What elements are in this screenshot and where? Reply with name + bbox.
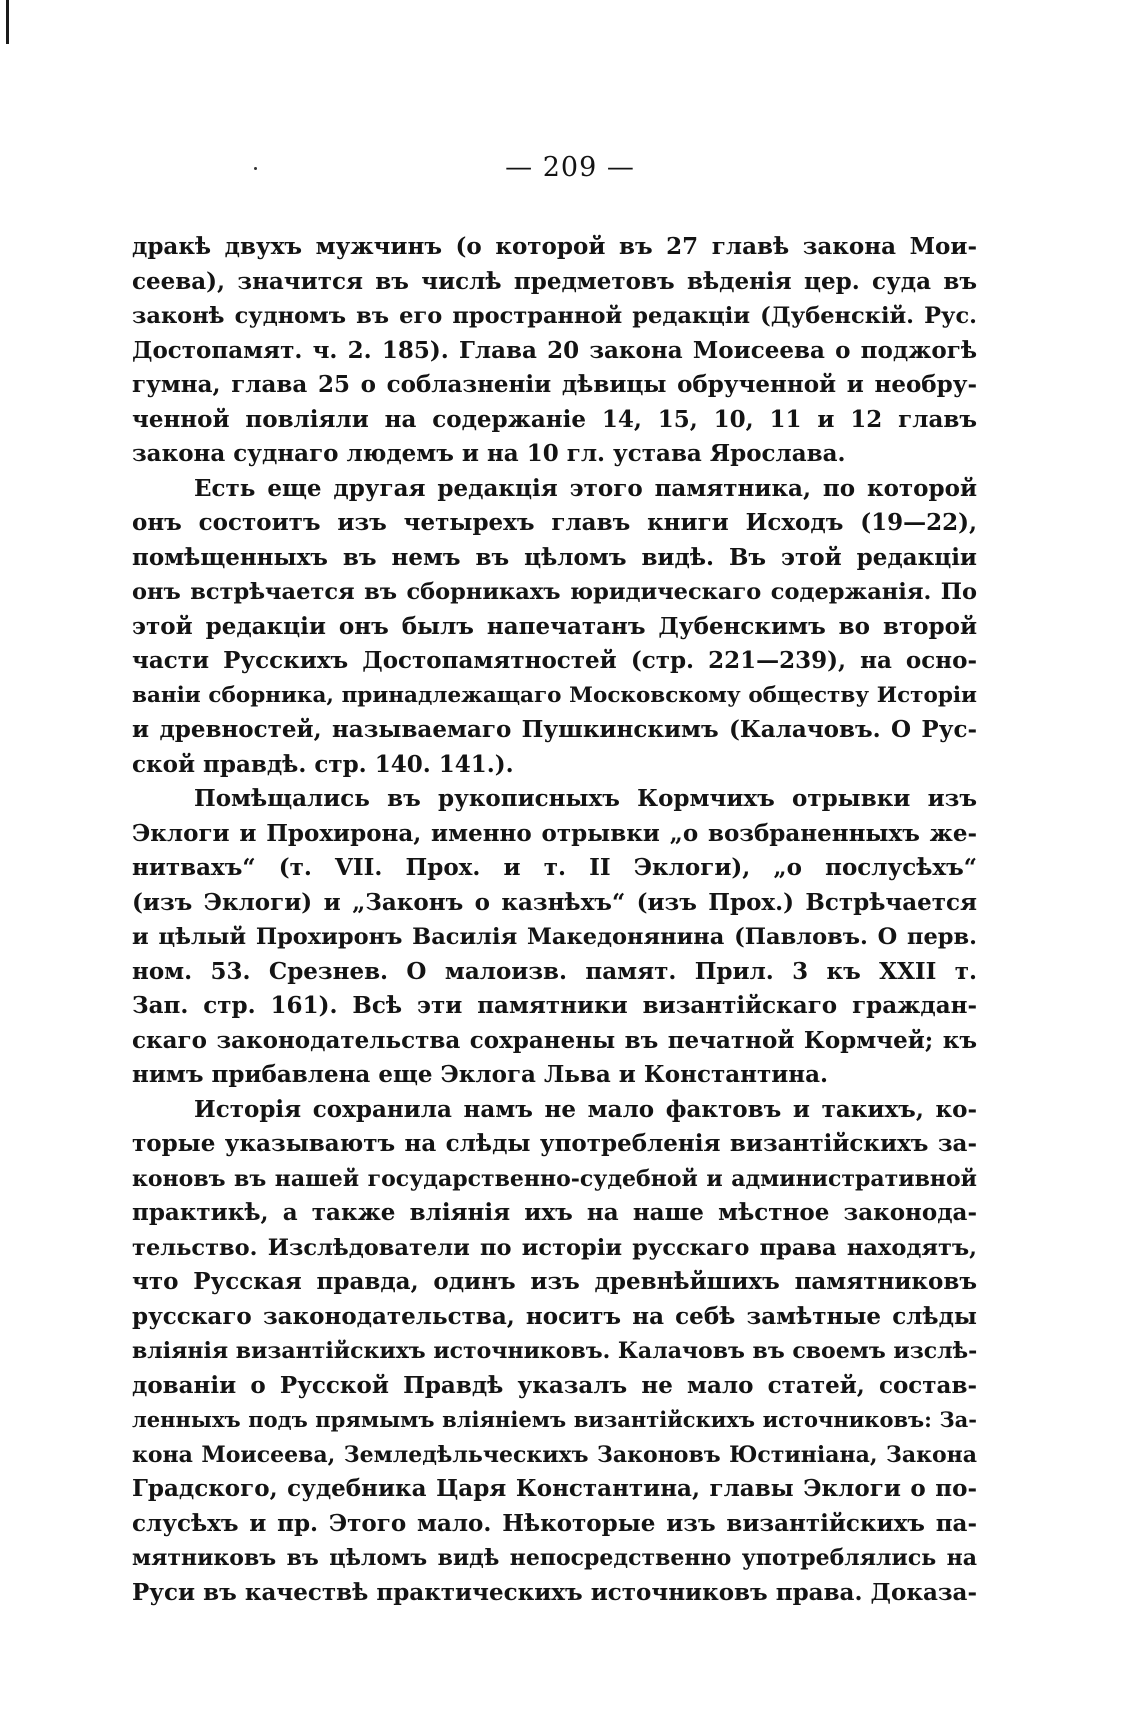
text-line: и цѣлый Прохиронъ Василія Македонянина (Павловъ. О перв. xyxy=(132,924,977,950)
text-line: русскаго законодательства, носитъ на себѣ замѣтные слѣды xyxy=(132,1302,977,1330)
text-line: скаго законодательства сохранены въ печатной Кормчей; къ xyxy=(132,1026,977,1054)
text-line: ченной повліяли на содержаніе 14, 15, 10, 11 и 12 главъ xyxy=(132,405,977,433)
text-line: нимъ прибавлена еще Эклога Льва и Константина. xyxy=(132,1061,828,1088)
text-line: Есть еще другая редакція этого памятника, по которой xyxy=(194,474,977,502)
scan-edge-mark xyxy=(6,0,9,44)
text-line: Помѣщались въ рукописныхъ Кормчихъ отрывки изъ xyxy=(194,785,977,812)
text-line: мятниковъ въ цѣломъ видѣ непосредственно употреблялись на xyxy=(132,1545,977,1571)
text-line: онъ встрѣчается въ сборникахъ юридическаго содержанія. По xyxy=(132,579,977,605)
text-line: коновъ въ нашей государственно-судебной и административной xyxy=(132,1165,977,1192)
text-line: гумна, глава 25 о соблазненіи дѣвицы обрученной и необру- xyxy=(132,371,977,398)
text-line: практикѣ, а также вліянія ихъ на наше мѣстное законода- xyxy=(132,1199,977,1226)
text-line: сеева), значится въ числѣ предметовъ вѣденія цер. суда въ xyxy=(132,267,977,295)
text-line: законѣ судномъ въ его пространной редакціи (Дубенскій. Рус. xyxy=(132,303,977,329)
page-number: — 209 — xyxy=(505,152,635,183)
text-line: Градского, судебника Царя Константина, главы Эклоги о по- xyxy=(132,1475,977,1502)
text-line: онъ состоитъ изъ четырехъ главъ книги Исходъ (19—22), xyxy=(132,509,977,536)
text-line: закона суднаго людемъ и на 10 гл. устава Ярослава. xyxy=(132,440,846,467)
text-line: что Русская правда, одинъ изъ древнѣйшихъ памятниковъ xyxy=(132,1268,977,1295)
text-line: дракѣ двухъ мужчинъ (о которой въ 27 главѣ закона Мои- xyxy=(132,233,977,260)
text-line: Зап. стр. 161). Всѣ эти памятники византійскаго граждан- xyxy=(132,992,977,1019)
text-line: ном. 53. Срезнев. О малоизв. памят. Прил. 3 къ XXII т. xyxy=(132,957,977,985)
text-line: Достопамят. ч. 2. 185). Глава 20 закона Моисеева о поджогѣ xyxy=(132,336,977,364)
text-line: ской правдѣ. стр. 140. 141.). xyxy=(132,750,514,778)
text-line: дованіи о Русской Правдѣ указалъ не мало статей, состав- xyxy=(132,1371,977,1399)
text-line: (изъ Эклоги) и „Законъ о казнѣхъ“ (изъ Прох.) Встрѣчается xyxy=(132,888,977,916)
text-line: тельство. Изслѣдователи по исторіи русскаго права находятъ, xyxy=(132,1234,977,1261)
text-line: слусѣхъ и пр. Этого мало. Нѣкоторые изъ византійскихъ па- xyxy=(132,1509,977,1537)
text-line: кона Моисеева, Земледѣльческихъ Законовъ Юстиніана, Закона xyxy=(132,1441,977,1468)
body-text xyxy=(132,230,977,1610)
text-line: Исторія сохранила намъ не мало фактовъ и такихъ, ко- xyxy=(194,1095,977,1123)
text-line: и древностей, называемаго Пушкинскимъ (Калачовъ. О Рус- xyxy=(132,716,977,743)
text-line: нитвахъ“ (т. VII. Прох. и т. II Эклоги), „о послусѣхъ“ xyxy=(132,854,977,881)
text-line: ваніи сборника, принадлежащаго Московскому обществу Исторіи xyxy=(132,682,977,708)
text-line: помѣщенныхъ въ немъ въ цѣломъ видѣ. Въ этой редакціи xyxy=(132,543,977,571)
text-line: вліянія византійскихъ источниковъ. Калачовъ въ своемъ изслѣ- xyxy=(132,1338,977,1364)
text-line: этой редакціи онъ былъ напечатанъ Дубенскимъ во второй xyxy=(132,612,977,640)
text-line: ленныхъ подъ прямымъ вліяніемъ византійскихъ источниковъ: За- xyxy=(132,1407,977,1432)
text-line: Эклоги и Прохирона, именно отрывки „о возбраненныхъ же- xyxy=(132,819,977,847)
text-line: части Русскихъ Достопамятностей (стр. 221—239), на осно- xyxy=(132,647,977,674)
text-line: торые указываютъ на слѣды употребленія византійскихъ за- xyxy=(132,1130,977,1157)
text-line: Руси въ качествѣ практическихъ источниковъ права. Доказа- xyxy=(132,1578,977,1606)
